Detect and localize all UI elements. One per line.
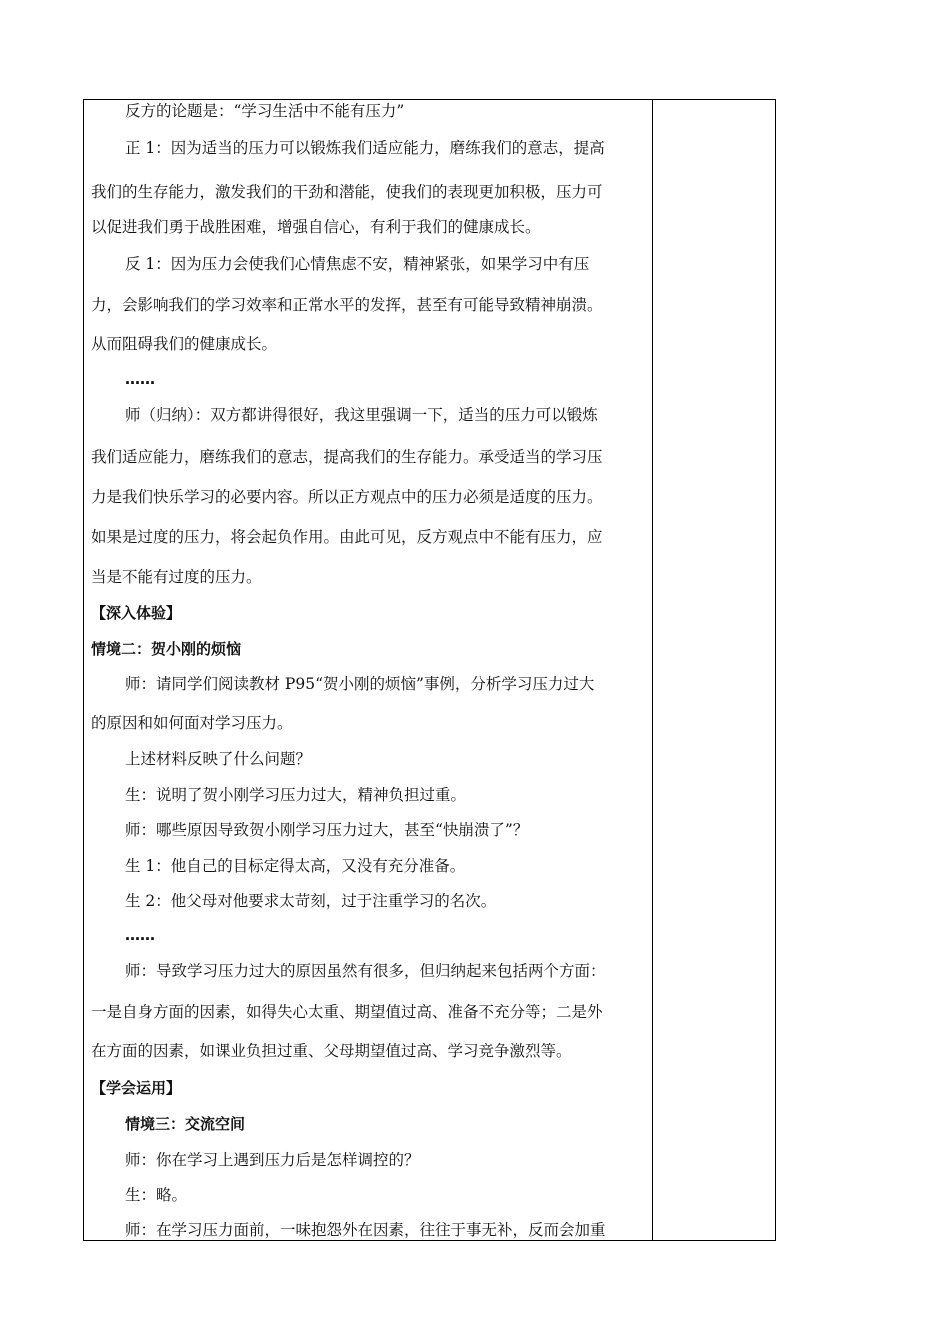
text-line: 我们的生存能力，激发我们的干劲和潜能，使我们的表现更加积极，压力可	[91, 183, 603, 201]
text-line: 生：略。	[125, 1186, 188, 1204]
text-line: 力是我们快乐学习的必要内容。所以正方观点中的压力必须是适度的压力。	[91, 488, 603, 506]
text-line: 反方的论题是：“学习生活中不能有压力”	[125, 102, 405, 120]
text-line: 师：请同学们阅读教材 P95“贺小刚的烦恼”事例，分析学习压力过大	[125, 675, 595, 693]
text-line: 在方面的因素，如课业负担过重、父母期望值过高、学习竞争激烈等。	[91, 1042, 572, 1060]
text-line: 反 1：因为压力会使我们心情焦虑不安，精神紧张，如果学习中有压	[125, 255, 590, 273]
text-line: 正 1：因为适当的压力可以锻炼我们适应能力，磨练我们的意志，提高	[125, 139, 605, 157]
scenario-heading: 情境三：交流空间	[125, 1115, 246, 1133]
text-line: 师：你在学习上遇到压力后是怎样调控的？	[125, 1151, 420, 1169]
scenario-heading: 情境二：贺小刚的烦恼	[91, 640, 242, 658]
text-line: 生 1：他自己的目标定得太高，又没有充分准备。	[125, 857, 466, 875]
ellipsis: ……	[125, 926, 155, 944]
ellipsis: ……	[125, 370, 155, 388]
text-line: 的原因和如何面对学习压力。	[91, 714, 293, 732]
section-heading: 【学会运用】	[91, 1079, 182, 1097]
text-line: 从而阻碍我们的健康成长。	[91, 335, 278, 353]
text-line: 当是不能有过度的压力。	[91, 568, 262, 586]
text-line: 以促进我们勇于战胜困难，增强自信心，有利于我们的健康成长。	[91, 218, 541, 236]
text-line: 生：说明了贺小刚学习压力过大，精神负担过重。	[125, 786, 467, 804]
text-line: 师：哪些原因导致贺小刚学习压力过大，甚至“快崩溃了”？	[125, 821, 529, 839]
text-line: 力，会影响我们的学习效率和正常水平的发挥，甚至有可能导致精神崩溃。	[91, 296, 603, 314]
text-line: 我们适应能力，磨练我们的意志，提高我们的生存能力。承受适当的学习压	[91, 448, 603, 466]
text-line: 师：导致学习压力过大的原因虽然有很多，但归纳起来包括两个方面：	[125, 962, 606, 980]
text-line: 师（归纳）：双方都讲得很好，我这里强调一下，适当的压力可以锻炼	[125, 406, 598, 424]
text-line: 上述材料反映了什么问题？	[125, 750, 312, 768]
text-line: 一是自身方面的因素，如得失心太重、期望值过高、准备不充分等；二是外	[91, 1003, 603, 1021]
text-line: 师：在学习压力面前，一味抱怨外在因素，往往于事无补，反而会加重	[125, 1221, 606, 1239]
text-line: 如果是过度的压力，将会起负作用。由此可见，反方观点中不能有压力，应	[91, 528, 603, 546]
column-divider	[652, 99, 653, 1241]
text-line: 生 2：他父母对他要求太苛刻，过于注重学习的名次。	[125, 892, 497, 910]
section-heading: 【深入体验】	[91, 604, 182, 622]
